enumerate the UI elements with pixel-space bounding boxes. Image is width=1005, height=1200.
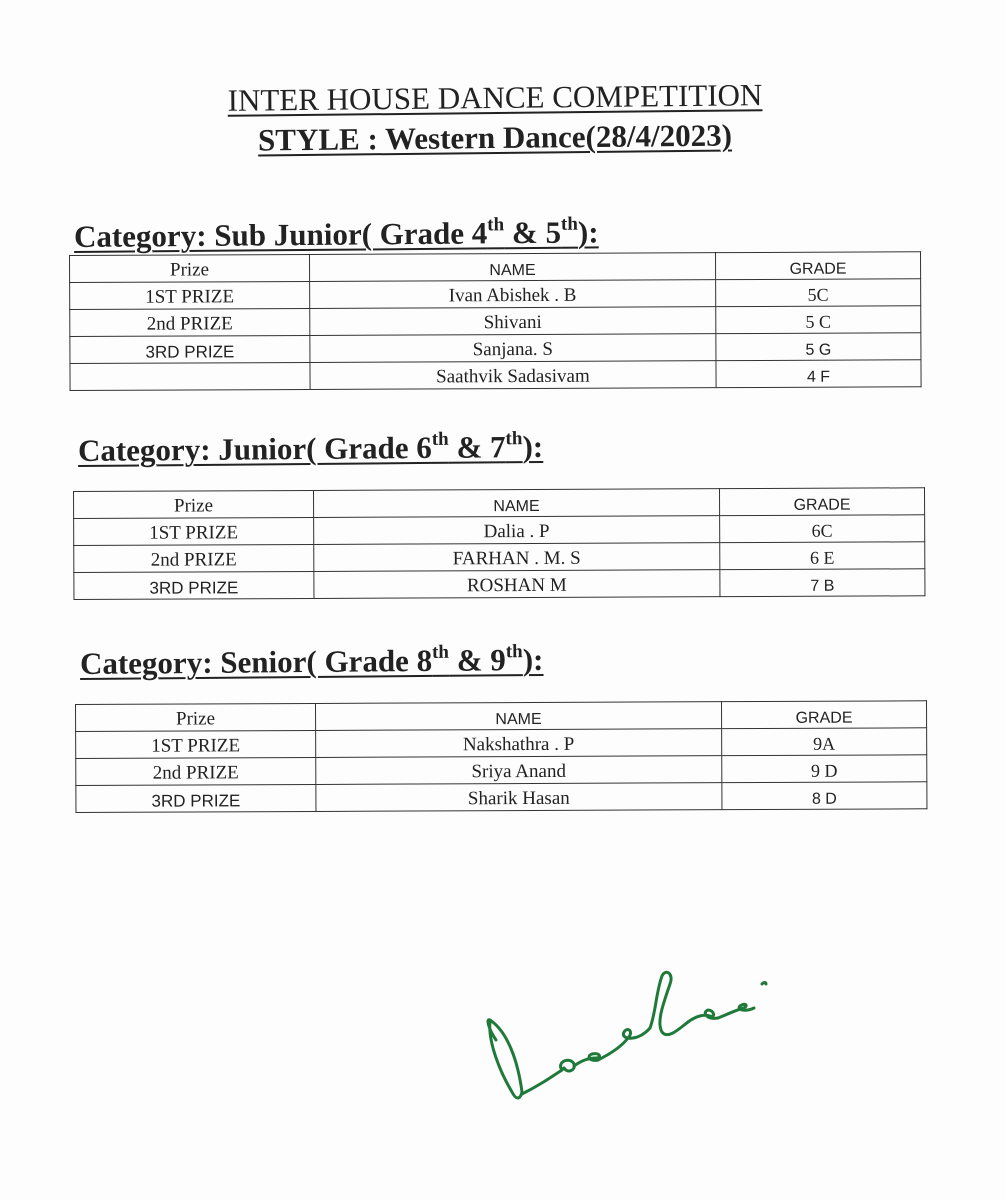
table-header-row	[70, 252, 921, 283]
table-header-row	[74, 488, 925, 519]
grade-cell: 5C	[716, 279, 921, 307]
results-table	[75, 700, 927, 813]
name-cell: Sanjana. S	[310, 334, 716, 363]
prize-cell: 2nd PRIZE	[70, 308, 310, 336]
handwritten-signature	[478, 962, 778, 1112]
table-row	[76, 782, 927, 813]
prize-cell	[70, 362, 310, 390]
name-cell: FARHAN . M. S	[314, 543, 720, 572]
document-subtitle: STYLE : Western Dance(28/4/2023)	[257, 117, 733, 158]
name-cell: Nakshathra . P	[316, 729, 722, 758]
prize-cell: 3RD PRIZE	[76, 784, 316, 812]
header-grade: GRADE	[715, 252, 920, 280]
header-grade: GRADE	[721, 701, 926, 729]
name-cell: Sriya Anand	[316, 756, 722, 785]
prize-cell: 3RD PRIZE	[70, 335, 310, 363]
prize-cell: 2nd PRIZE	[76, 757, 316, 785]
prize-cell: 1ST PRIZE	[76, 730, 316, 758]
grade-cell: 8 D	[722, 782, 927, 810]
name-cell: Ivan Abishek . B	[310, 280, 716, 309]
table-row	[70, 306, 921, 337]
table-row	[70, 279, 921, 310]
table-row	[76, 755, 927, 786]
grade-cell: 4 F	[716, 360, 921, 388]
name-cell: Dalia . P	[314, 516, 720, 545]
category-section-junior	[77, 428, 938, 600]
table-row	[74, 569, 925, 600]
grade-cell: 9A	[722, 728, 927, 756]
results-table	[73, 487, 925, 600]
table-row	[74, 515, 925, 546]
category-section-senior	[79, 641, 940, 813]
grade-cell: 6 E	[720, 542, 925, 570]
prize-cell: 1ST PRIZE	[74, 517, 314, 545]
header-prize: Prize	[70, 254, 310, 282]
header-name: NAME	[315, 702, 721, 731]
grade-cell: 9 D	[722, 755, 927, 783]
grade-cell: 6C	[720, 515, 925, 543]
prize-cell: 2nd PRIZE	[74, 544, 314, 572]
table-row	[70, 360, 921, 391]
header-grade: GRADE	[719, 488, 924, 516]
table-row	[70, 333, 921, 364]
results-table	[69, 251, 922, 391]
grade-cell: 7 B	[720, 569, 925, 597]
header-name: NAME	[313, 489, 719, 518]
table-row	[74, 542, 925, 573]
prize-cell: 1ST PRIZE	[70, 281, 310, 309]
name-cell: Saathvik Sadasivam	[310, 361, 716, 390]
name-cell: Shivani	[310, 307, 716, 336]
header-prize: Prize	[74, 490, 314, 518]
category-section-sub-junior	[73, 213, 934, 391]
header-name: NAME	[309, 253, 715, 282]
grade-cell: 5 G	[716, 333, 921, 361]
name-cell: Sharik Hasan	[316, 783, 722, 812]
name-cell: ROSHAN M	[314, 570, 720, 599]
prize-cell: 3RD PRIZE	[74, 571, 314, 599]
table-row	[76, 728, 927, 759]
grade-cell: 5 C	[716, 306, 921, 334]
document-title: INTER HOUSE DANCE COMPETITION	[227, 77, 763, 118]
category-heading: Category: Senior( Grade 8th & 9th):	[79, 641, 544, 681]
header-prize: Prize	[76, 703, 316, 731]
table-header-row	[76, 701, 927, 732]
category-heading: Category: Junior( Grade 6th & 7th):	[77, 428, 544, 468]
category-heading: Category: Sub Junior( Grade 4th & 5th):	[73, 213, 599, 254]
